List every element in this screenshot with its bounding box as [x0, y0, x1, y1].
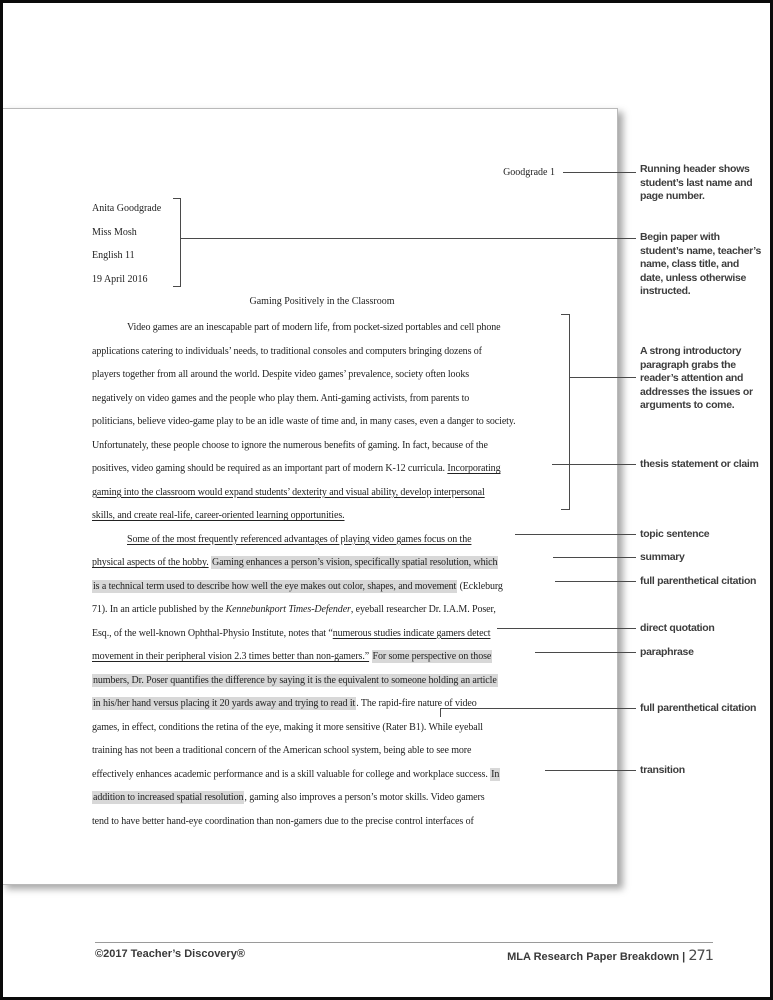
body-text: Video games are an inescapable part of modern life, from pocket-sized portables and cell phone	[127, 322, 501, 333]
paper-line	[92, 674, 498, 687]
body-text: Unfortunately, these people choose to ignore the numerous benefits of gaming. In fact, because of the	[92, 439, 488, 451]
highlighted-text: For some perspective on those	[372, 651, 492, 662]
paper-line	[92, 744, 471, 757]
paper-line	[92, 627, 490, 640]
paper-line	[92, 650, 492, 663]
footer-separator: |	[682, 951, 686, 963]
body-text: tend to have better hand-eye coordination than non-gamers due to the precise control interfaces of	[92, 815, 474, 827]
underlined-text: numerous studies indicate gamers detect	[332, 627, 491, 639]
paper-line	[92, 368, 469, 381]
annotation-thesis: thesis statement or claim	[640, 458, 759, 470]
body-text: effectively enhances academic performance and is a skill valuable for college and workplace success.	[92, 768, 491, 780]
highlighted-text: addition to increased spatial resolution	[93, 792, 244, 803]
underlined-text: physical aspects of the hobby.	[92, 557, 209, 568]
annotation-running-header: Running header shows student’s last name and page number.	[640, 163, 753, 202]
paper-line	[92, 392, 469, 405]
annotation-summary: summary	[640, 551, 685, 563]
paper-title: Gaming Positively in the Classroom	[249, 296, 395, 307]
annotation-intro-paragraph: A strong introductory paragraph grabs the reader’s attention and addresses the issues or arguments to come.	[640, 345, 753, 411]
highlighted-text: In	[491, 768, 500, 780]
body-text: positives, video gaming should be required as an important part of modern K-12 curricula.	[92, 463, 448, 474]
annotation-paraphrase: paraphrase	[640, 646, 694, 658]
paper-line	[92, 697, 477, 710]
body-text: 71). In an article published by the	[92, 604, 226, 615]
highlighted-text: in his/her hand versus placing it 20 yards away and trying to read it	[93, 698, 356, 709]
body-text: games, in effect, conditions the retina of the eye, making it more sensitive (Rater B1). While eyeball	[92, 721, 483, 733]
paper-line	[92, 439, 488, 452]
paper-line	[92, 815, 474, 828]
paper-date: 19 April 2016	[92, 273, 148, 285]
annotation-direct-quotation: direct quotation	[640, 622, 715, 634]
body-text: politicians, believe video-game play to be an idle waste of time and, in many cases, even a danger to society.	[92, 416, 516, 427]
body-text: . The rapid-fire nature of video	[356, 698, 477, 709]
footer-title-text: MLA Research Paper Breakdown	[507, 951, 680, 963]
body-text: , gaming also improves a person’s motor skills. Video gamers	[244, 792, 485, 803]
paper-line	[92, 721, 483, 734]
highlighted-text: numbers, Dr. Poser quantifies the difference by saying it is the equivalent to someone holding an article	[93, 674, 497, 686]
annotation-begin-paper: Begin paper with student’s name, teacher’s name, class title, and date, unless otherwise instructed.	[640, 231, 762, 297]
body-text: , eyeball researcher Dr. I.A.M. Poser,	[350, 604, 496, 615]
body-text: players together from all around the world. Despite video games’ prevalence, society often looks	[92, 369, 470, 380]
underlined-text: skills, and create real-life, career-oriented learning opportunities.	[92, 510, 345, 521]
body-text: applications catering to individuals’ needs, to traditional consoles and computers bringing dozens of	[92, 345, 482, 357]
footer-rule	[95, 942, 713, 943]
underlined-text: Incorporating	[447, 463, 501, 474]
footer-book-title	[507, 948, 713, 964]
annotation-topic-sentence: topic sentence	[640, 528, 710, 540]
body-text: training has not been a traditional concern of the American school system, being able to see more	[92, 745, 472, 756]
paper-line	[92, 768, 500, 781]
annotation-transition: transition	[640, 764, 685, 776]
paper-line	[92, 603, 496, 616]
paper-line	[92, 556, 498, 569]
underlined-text: Some of the most frequently referenced advantages of playing video games focus on the	[127, 533, 472, 545]
annotation-citation-1: full parenthetical citation	[640, 575, 757, 587]
body-text: Kennebunkport Times-Defender	[225, 604, 351, 615]
footer-page-number: 271	[688, 948, 713, 964]
paper-line	[92, 509, 345, 522]
paper-line	[92, 415, 515, 428]
class-title: English 11	[92, 250, 135, 261]
paper-line	[92, 791, 485, 804]
annotation-citation-2: full parenthetical citation	[640, 702, 757, 714]
body-text: negatively on video games and the people who play them. Anti-gaming activists, from parents to	[92, 392, 470, 404]
underlined-text: gaming into the classroom would expand students’ dexterity and visual ability, develop interpersonal	[92, 486, 485, 498]
paper-line	[92, 486, 485, 499]
footer-copyright: ©2017 Teacher’s Discovery®	[95, 948, 245, 960]
body-text: Esq., of the well-known Ophthal-Physio Institute, notes that “	[92, 627, 333, 639]
paper-line	[92, 345, 482, 358]
highlighted-text: Gaming enhances a person’s vision, specifically spatial resolution, which	[212, 557, 498, 568]
paper-line	[92, 321, 500, 334]
teacher-name: Miss Mosh	[92, 226, 137, 238]
running-header: Goodgrade 1	[503, 167, 555, 178]
underlined-text: movement in their peripheral vision 2.3 times better than non-gamers.”	[92, 651, 370, 662]
essay-body	[2, 109, 617, 884]
paper-line	[92, 580, 503, 593]
highlighted-text: is a technical term used to describe how well the eye makes out color, shapes, and movement	[93, 580, 457, 592]
paper-sheet	[1, 108, 618, 885]
body-text: (Eckleburg	[457, 580, 503, 592]
paper-line	[92, 462, 500, 475]
student-name: Anita Goodgrade	[92, 203, 162, 214]
paper-line	[92, 533, 471, 546]
